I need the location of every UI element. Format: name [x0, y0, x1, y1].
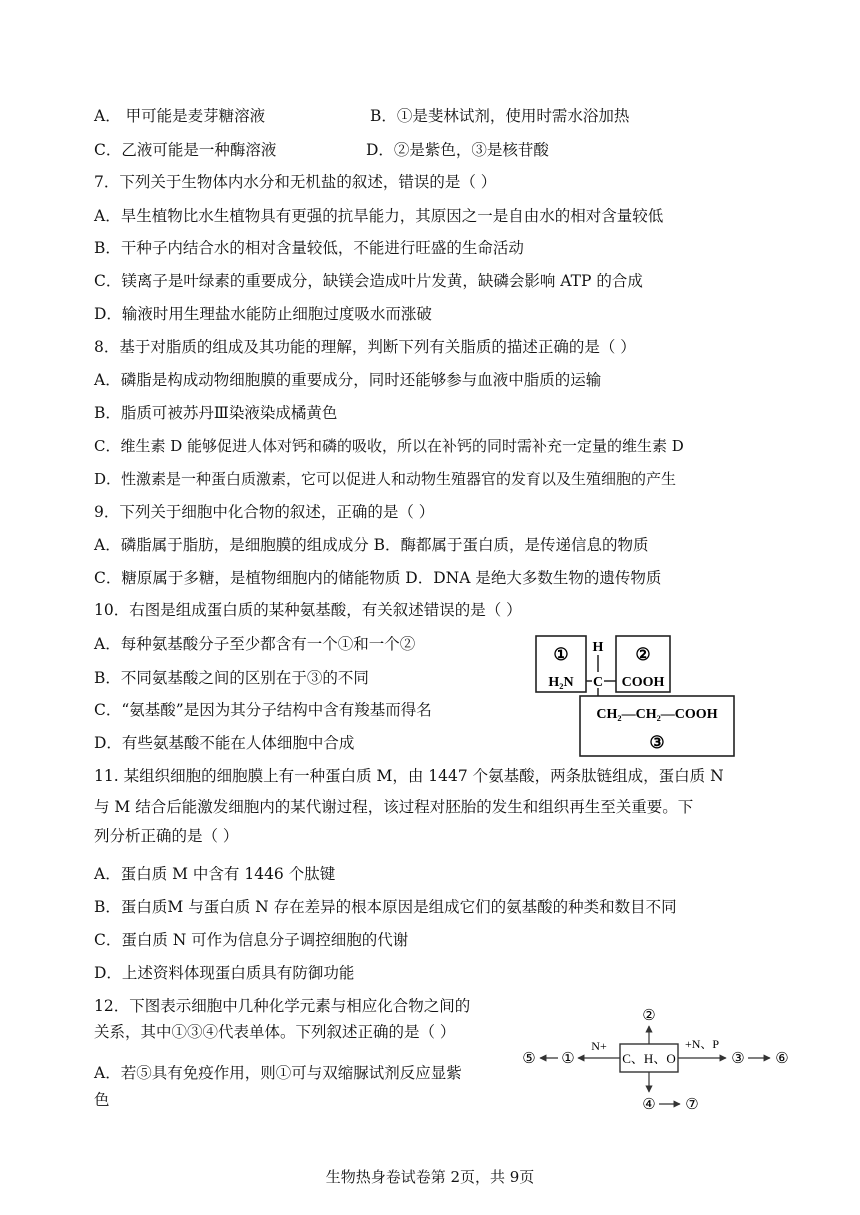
label-1: ① [553, 645, 569, 664]
right-arrow-label: +N、P [684, 1037, 720, 1051]
q7-option-c: C．镁离子是叶绿素的重要成分，缺镁会造成叶片发黄，缺磷会影响 ATP 的合成 [94, 272, 643, 290]
r-group-text: CH₂—CH₂—COOH [596, 707, 718, 722]
node-2: ② [642, 1008, 656, 1024]
q6-option-d: D．②是紫色，③是核苷酸 [366, 141, 549, 159]
q8-option-c: C．维生素 D 能够促进人体对钙和磷的吸收，所以在补钙的同时需补充一定量的维生素 D [94, 437, 684, 455]
q6-option-c: C．乙液可能是一种酶溶液 [94, 141, 277, 159]
q12-stem-line1: 12．下图表示细胞中几种化学元素与相应化合物之间的 [94, 997, 471, 1015]
q9-stem: 9．下列关于细胞中化合物的叙述，正确的是（ ） [94, 503, 435, 521]
q11-option-b: B．蛋白质M 与蛋白质 N 存在差异的根本原因是组成它们的氨基酸的种类和数目不同 [94, 898, 677, 916]
q6-option-b: B．①是斐林试剂，使用时需水浴加热 [370, 107, 630, 125]
q12-option-a-line2: 色 [94, 1091, 110, 1109]
q11-option-a: A．蛋白质 M 中含有 1446 个肽键 [94, 865, 336, 883]
element-box-text: C、H、O [622, 1051, 676, 1066]
node-4: ④ [642, 1097, 656, 1113]
q8-option-d: D．性激素是一种蛋白质激素，它可以促进人和动物生殖器官的发育以及生殖细胞的产生 [94, 470, 677, 488]
q8-option-a: A．磷脂是构成动物细胞膜的重要成分，同时还能够参与血液中脂质的运输 [94, 371, 602, 389]
element-compound-diagram [512, 1000, 802, 1122]
q6-option-a: A． 甲可能是麦芽糖溶液 [94, 107, 266, 125]
carboxyl-group-text: COOH [621, 675, 665, 690]
left-arrow-label: N+ [591, 1039, 607, 1053]
q7-stem: 7．下列关于生物体内水分和无机盐的叙述，错误的是（ ） [94, 173, 497, 191]
q8-stem: 8．基于对脂质的组成及其功能的理解，判断下列有关脂质的描述正确的是（ ） [94, 338, 636, 356]
q10-option-a: A．每种氨基酸分子至少都含有一个①和一个② [94, 635, 416, 653]
label-3: ③ [649, 733, 665, 752]
node-7: ⑦ [685, 1097, 699, 1113]
amino-group-text: H₂N [548, 675, 574, 690]
label-2: ② [635, 645, 651, 664]
q9-options-cd: C．糖原属于多糖，是植物细胞内的储能物质 D．DNA 是绝大多数生物的遗传物质 [94, 569, 662, 587]
q11-stem-line2: 与 M 结合后能激发细胞内的某代谢过程，该过程对胚胎的发生和组织再生至关重要。下 [94, 798, 694, 816]
hydrogen-text: H [592, 640, 604, 655]
page-footer: 生物热身卷试卷第 2页，共 9页 [325, 1168, 535, 1186]
q10-option-b: B．不同氨基酸之间的区别在于③的不同 [94, 669, 369, 687]
q7-option-d: D．输液时用生理盐水能防止细胞过度吸水而涨破 [94, 305, 432, 323]
q12-stem-line2: 关系，其中①③④代表单体。下列叙述正确的是（ ） [94, 1023, 456, 1041]
central-carbon-text: C [592, 675, 604, 690]
q8-option-b: B．脂质可被苏丹Ⅲ染液染成橘黄色 [94, 404, 338, 422]
q10-stem: 10．右图是组成蛋白质的某种氨基酸，有关叙述错误的是（ ） [94, 601, 522, 619]
q11-stem-line1: 11. 某组织细胞的细胞膜上有一种蛋白质 M，由 1447 个氨基酸，两条肽链组成，蛋白质 N [94, 767, 724, 785]
q10-option-c: C．“氨基酸”是因为其分子结构中含有羧基而得名 [94, 701, 432, 719]
q10-option-d: D．有些氨基酸不能在人体细胞中合成 [94, 734, 355, 752]
node-3: ③ [731, 1051, 745, 1067]
q12-option-a-line1: A．若⑤具有免疫作用，则①可与双缩脲试剂反应显紫 [94, 1064, 462, 1082]
q7-option-a: A．旱生植物比水生植物具有更强的抗旱能力，其原因之一是自由水的相对含量较低 [94, 207, 664, 225]
amino-acid-structure-figure [530, 628, 750, 760]
q7-option-b: B．干种子内结合水的相对含量较低，不能进行旺盛的生命活动 [94, 239, 524, 257]
q11-option-c: C．蛋白质 N 可作为信息分子调控细胞的代谢 [94, 931, 409, 949]
q11-option-d: D．上述资料体现蛋白质具有防御功能 [94, 964, 355, 982]
q9-options-ab: A．磷脂属于脂肪，是细胞膜的组成成分 B．酶都属于蛋白质，是传递信息的物质 [94, 536, 649, 554]
node-5: ⑤ [522, 1051, 536, 1067]
node-1: ① [561, 1051, 575, 1067]
node-6: ⑥ [775, 1051, 789, 1067]
q11-stem-line3: 列分析正确的是（ ） [94, 827, 239, 845]
